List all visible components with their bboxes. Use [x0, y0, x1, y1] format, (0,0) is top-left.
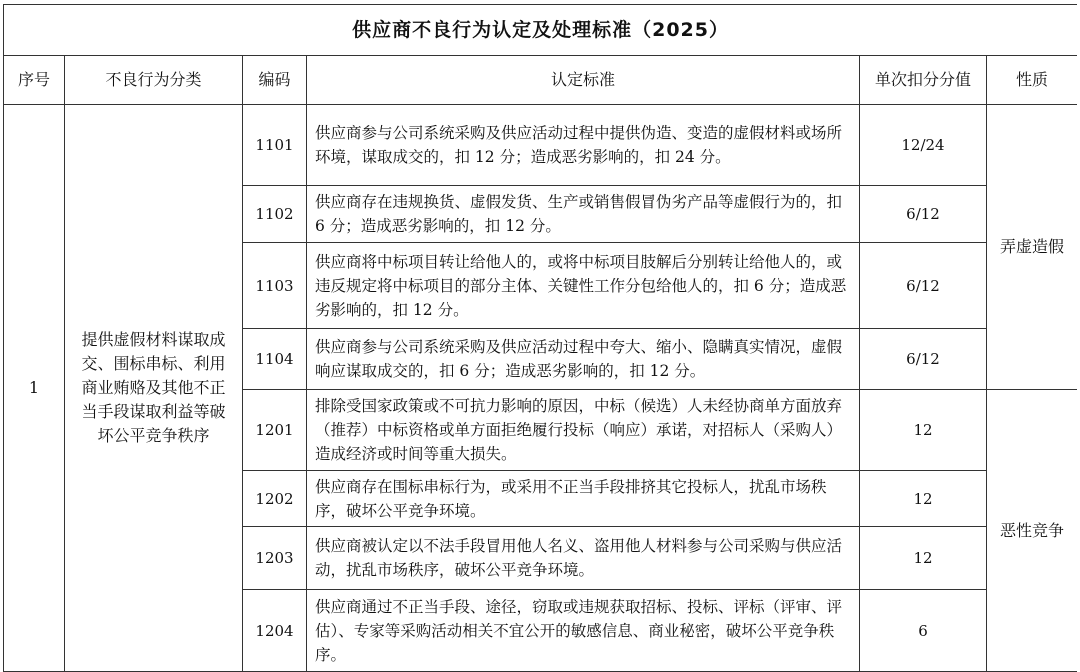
document [3, 4, 1077, 672]
row-score: 12 [860, 390, 987, 471]
nature-label: 恶性竞争 [987, 390, 1078, 672]
row-criteria: 排除受国家政策或不可抗力影响的原因，中标（候选）人未经协商单方面放弃（推荐）中标资格或单方面拒绝履行投标（响应）承诺，对招标人（采购人）造成经济或时间等重大损失。 [307, 390, 860, 471]
row-score: 6/12 [860, 243, 987, 329]
header-nature: 性质 [987, 56, 1078, 105]
header-code: 编码 [243, 56, 307, 105]
row-criteria: 供应商存在违规换货、虚假发货、生产或销售假冒伪劣产品等虚假行为的，扣 6 分；造成恶劣影响的，扣 12 分。 [307, 186, 860, 243]
header-seq: 序号 [4, 56, 65, 105]
row-code: 1204 [243, 590, 307, 672]
standards-table [3, 4, 1077, 672]
row-score: 6/12 [860, 186, 987, 243]
table-title: 供应商不良行为认定及处理标准（2025） [4, 5, 1078, 56]
title-row [4, 5, 1078, 56]
row-score: 12 [860, 527, 987, 590]
header-score: 单次扣分分值 [860, 56, 987, 105]
header-category: 不良行为分类 [65, 56, 243, 105]
row-code: 1201 [243, 390, 307, 471]
nature-label: 弄虚造假 [987, 105, 1078, 390]
row-code: 1104 [243, 329, 307, 390]
header-criteria: 认定标准 [307, 56, 860, 105]
row-score: 12 [860, 471, 987, 527]
row-code: 1203 [243, 527, 307, 590]
row-criteria: 供应商参与公司系统采购及供应活动过程中夸大、缩小、隐瞒真实情况，虚假响应谋取成交的，扣 6 分；造成恶劣影响的，扣 12 分。 [307, 329, 860, 390]
row-score: 6 [860, 590, 987, 672]
row-score: 6/12 [860, 329, 987, 390]
row-criteria: 供应商被认定以不法手段冒用他人名义、盗用他人材料参与公司采购与供应活动，扰乱市场秩序，破坏公平竞争环境。 [307, 527, 860, 590]
row-score: 12/24 [860, 105, 987, 186]
group-seq: 1 [4, 105, 65, 672]
table-row [4, 105, 1078, 186]
row-criteria: 供应商存在围标串标行为，或采用不正当手段排挤其它投标人，扰乱市场秩序，破坏公平竞争环境。 [307, 471, 860, 527]
group-category: 提供虚假材料谋取成交、围标串标、利用商业贿赂及其他不正当手段谋取利益等破坏公平竞争秩序 [65, 105, 243, 672]
row-criteria: 供应商参与公司系统采购及供应活动过程中提供伪造、变造的虚假材料或场所环境，谋取成交的，扣 12 分；造成恶劣影响的，扣 24 分。 [307, 105, 860, 186]
row-code: 1103 [243, 243, 307, 329]
row-code: 1101 [243, 105, 307, 186]
row-criteria: 供应商将中标项目转让给他人的，或将中标项目肢解后分别转让给他人的，或违反规定将中标项目的部分主体、关键性工作分包给他人的，扣 6 分；造成恶劣影响的，扣 12 分。 [307, 243, 860, 329]
row-code: 1102 [243, 186, 307, 243]
row-criteria: 供应商通过不正当手段、途径，窃取或违规获取招标、投标、评标（评审、评估）、专家等采购活动相关不宜公开的敏感信息、商业秘密，破坏公平竞争秩序。 [307, 590, 860, 672]
header-row [4, 56, 1078, 105]
row-code: 1202 [243, 471, 307, 527]
